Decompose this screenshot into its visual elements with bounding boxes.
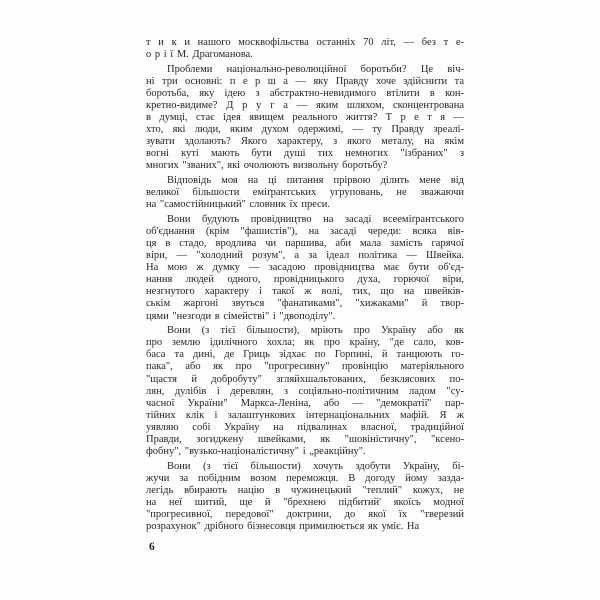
text-line: зувати здолають? Якого характеру, з якого металу, на якім (146, 136, 464, 148)
paragraph (146, 461, 464, 534)
text-line: жучи за побідним возом переможця. В догоду йому зазда- (146, 472, 464, 484)
text-line: Проблеми національно-революційної боротьби? Це віч- (167, 63, 464, 75)
text-line: на "самостійницький" словник їх преси. (146, 199, 331, 211)
text-line: т и к и нашого москвофільства останніх 70 літ, — без т е- (146, 37, 464, 48)
text-line: фобну", "вузько-націоналістичну" і „реакційну". (146, 446, 366, 458)
text-line: тійних клік і залаштункових інтернаціональних мафій. Я ж (146, 409, 464, 421)
text-line: ськім жаргоні звуться "фанатиками", "хижаками" й твор- (146, 298, 464, 310)
text-line: хто, які люди, яким духом одержимі, — ту Правду зреалі- (146, 124, 464, 136)
text-line: в думці, стає ідея явищем реального життя? Т р е т я — (146, 112, 464, 124)
text-line: Вони будують провідництво на засаді всееміґрантського (167, 213, 464, 225)
text-line: о р і ї М. Драгоманова. (146, 49, 253, 61)
text-line: ця в стадо, вродлива чи паршива, аби мала замість гарячої (146, 238, 464, 249)
text-line: "прогресивної, передової" доктрини, до якої їх "тверезий (146, 509, 464, 521)
text-line: многих "званих", які очолюють визвольну боротьбу? (146, 160, 388, 172)
text-line: Відповідь моя на ці питання прірвою ділить мене від (167, 175, 464, 187)
text-line: нання людей одного, провідницького духа, горючої віри, (146, 274, 464, 286)
text-block (146, 37, 464, 536)
text-line: боротьба, яку ідею з абстрактно-невидимого втілити в кон- (146, 87, 464, 99)
text-line: вогні куті мають бути душі тих немногих "ізбраних" з (146, 148, 464, 160)
text-line: уявляю собі Україну на підвалинах власної, традиційної (146, 421, 464, 433)
paragraph (146, 325, 464, 458)
paragraph (146, 214, 464, 323)
text-line: пака", або як про "прогресивну" провінцію матеріяльного (146, 361, 464, 373)
text-line: лян, дулібів і деревлян, з соціяльно-політичним ладом "су- (146, 385, 464, 397)
paragraph (146, 64, 464, 173)
text-line: об'єднання (крім "фашистів"), на засаді череди: всяка вів- (146, 225, 464, 237)
text-line: легідь вбирають націю в чужинецький "теплий" кожух, не (146, 484, 464, 496)
text-line: "щастя й добробуту" згляйхшальтованих, безклясових по- (146, 373, 464, 385)
text-line: віри, — "холодний розум", а за ідеал політика — Швейка. (146, 250, 464, 262)
paragraph (146, 175, 464, 211)
text-line: цями "незгоди в сімействі" і "двоподілу". (146, 310, 336, 322)
text-line: великої більшости еміґрантських угруповань, не зважаючи (146, 187, 464, 199)
text-line: ні три основні: п е р ш а — яку Правду хоче здійснити та (146, 75, 464, 87)
text-line: часної України" Маркса-Леніна, або — "демократії" пар- (146, 397, 464, 409)
text-line: на неї шитий, ще й "брехнею підбитий' якоїсь модної (146, 496, 464, 508)
text-line: розрахунок" дрібного бізнесовця примилюється як уміє. На (146, 521, 420, 533)
text-line: На мою ж думку — засадою провідництва має бути об'єд- (146, 262, 464, 274)
page-number: 6 (149, 541, 155, 553)
text-line: кретно-видиме? Д р у г а — яким шляхом, сконцентрована (146, 99, 464, 111)
text-line: Вони (з тієї більшости), мріють про Україну або як (167, 325, 464, 337)
paragraph (146, 37, 464, 61)
text-line: Вони (з тієї більшости) хочуть здобути Україну, бі- (167, 460, 464, 472)
text-line: Правди, зогиджену швейками, як "шовіністичну", "ксено- (146, 434, 464, 445)
text-line: про землю ідилічного хохла; як про країну, "де сало, ков- (146, 337, 464, 349)
text-line: баса та дині, де Гриць зідхає по Горпині, й танцюють го- (146, 349, 464, 361)
text-line: незгнутого характеру і такої ж волі, тих, що на швейків- (146, 286, 464, 298)
